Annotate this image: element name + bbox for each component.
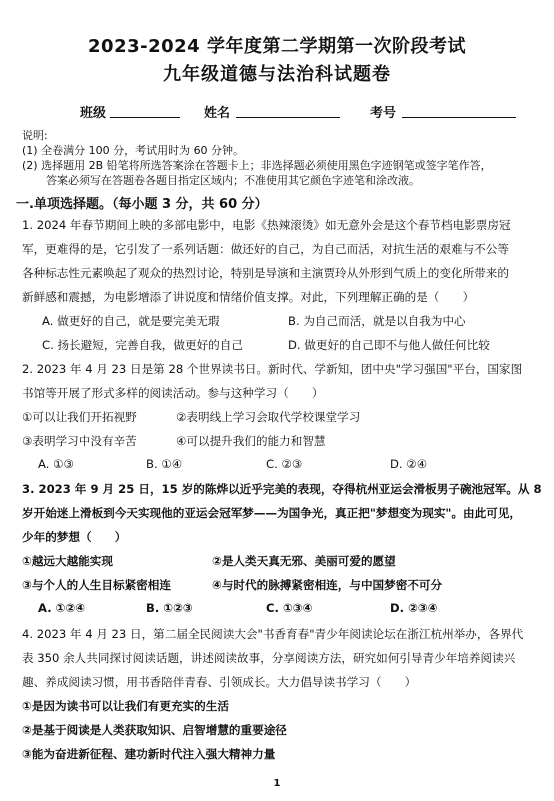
page-number: 1 <box>273 778 281 789</box>
instruction-line: (1) 全卷满分 100 分，考试用时为 60 分钟。 <box>22 144 245 157</box>
q2-option-a[interactable]: A. ①③ <box>38 457 74 471</box>
q1-option-d[interactable]: D. 做更好的自己即不与他人做任何比较 <box>288 338 490 352</box>
instruction-line: (2) 选择题用 2B 铅笔将所选答案涂在答题卡上；非选择题必须使用黑色字迹钢笔或签字笔作答， <box>22 159 492 172</box>
q3-stem-line: 3. 2023 年 9 月 25 日，15 岁的陈烨以近乎完美的表现，夺得杭州亚运会滑板男子碗池冠军。从 8 <box>22 482 542 496</box>
q3-statement-1: ①越远大越能实现 <box>22 554 113 568</box>
q2-statement-2: ②表明线上学习会取代学校课堂学习 <box>176 410 361 424</box>
q1-option-a[interactable]: A. 做更好的自己，就是要完美无瑕 <box>42 314 220 328</box>
q3-statement-3: ③与个人的人生目标紧密相连 <box>22 578 171 592</box>
class-label: 班级 <box>80 106 107 121</box>
name-label: 姓名 <box>204 106 231 121</box>
q3-statement-2: ②是人类天真无邪、美丽可爱的愿望 <box>212 554 396 568</box>
q1-stem-line: 军，更难得的是，它引发了一系列话题：做还好的自己，为自己而活，对抗生活的艰难与不公等 <box>22 242 509 256</box>
number-field[interactable] <box>402 117 516 118</box>
q3-statement-4: ④与时代的脉搏紧密相连，与中国梦密不可分 <box>212 578 443 592</box>
q2-option-d[interactable]: D. ②④ <box>390 457 428 471</box>
q3-option-d[interactable]: D. ②③④ <box>390 601 438 615</box>
q3-option-b[interactable]: B. ①②③ <box>146 601 193 615</box>
section-title: 一.单项选择题。（每小题 3 分，共 60 分） <box>16 197 268 212</box>
q2-stem-line: 书馆等开展了形式多样的阅读活动。参与这种学习（ ） <box>22 386 324 400</box>
q2-option-b[interactable]: B. ①④ <box>146 457 183 471</box>
class-field[interactable] <box>110 117 180 118</box>
q2-statement-4: ④可以提升我们的能力和智慧 <box>176 434 326 448</box>
q4-stem-line: 表 350 余人共同探讨阅读话题，讲述阅读故事，分享阅读方法，研究如何引导青少年培养阅读兴 <box>22 651 516 665</box>
q4-stem-line: 4. 2023 年 4 月 23 日，第二届全民阅读大会"书香育春"青少年阅读论坛在浙江杭州举办，各界代 <box>22 627 524 641</box>
q2-option-c[interactable]: C. ②③ <box>266 457 303 471</box>
instructions-heading: 说明: <box>22 129 48 142</box>
q3-stem-line: 少年的梦想（ ） <box>22 530 127 544</box>
q4-statement-3: ③能为奋进新征程、建功新时代注入强大精神力量 <box>22 747 276 761</box>
q4-statement-1: ①是因为读书可以让我们有更充实的生活 <box>22 699 229 713</box>
name-field[interactable] <box>236 117 340 118</box>
exam-subtitle: 九年级道德与法治科试题卷 <box>163 64 391 85</box>
q4-statement-2: ②是基于阅读是人类获取知识、启智增慧的重要途径 <box>22 723 287 737</box>
q1-stem-line: 新鲜感和震撼，为电影增添了讲说度和情绪价值支撑。对此，下列理解正确的是（ ） <box>22 290 475 304</box>
q3-option-c[interactable]: C. ①③④ <box>266 601 313 615</box>
q1-option-b[interactable]: B. 为自己而活，就是以自我为中心 <box>288 314 466 328</box>
q2-statement-1: ①可以让我们开拓视野 <box>22 410 137 424</box>
q1-option-c[interactable]: C. 扬长避短，完善自我，做更好的自己 <box>42 338 243 352</box>
q4-stem-line: 趣、养成阅读习惯，用书香陪伴青春、引领成长。大力倡导读书学习（ ） <box>22 675 417 689</box>
q3-option-a[interactable]: A. ①②④ <box>38 601 86 615</box>
exam-title: 2023-2024 学年度第二学期第一次阶段考试 <box>88 36 466 57</box>
instruction-line: 答案必须写在答题卷各题目指定区域内；不准使用其它颜色字迹笔和涂改液。 <box>46 174 420 187</box>
q1-stem-line: 各种标志性元素唤起了观众的热烈讨论，特别是导演和主演贾玲从外形到气质上的变化所带来的 <box>22 266 509 280</box>
number-label: 考号 <box>370 106 397 121</box>
q3-stem-line: 岁开始迷上滑板到今天实现他的亚运会冠军梦——为国争光，真正把"梦想变为现实"。由此可见， <box>22 506 522 520</box>
student-info-row <box>0 102 554 124</box>
q2-statement-3: ③表明学习中没有辛苦 <box>22 434 137 448</box>
q1-stem-line: 1. 2024 年春节期间上映的多部电影中，电影《热辣滚烫》如无意外会是这个春节档电影票房冠 <box>22 218 511 232</box>
instructions <box>22 128 542 188</box>
q2-stem-line: 2. 2023 年 4 月 23 日是第 28 个世界读书日。新时代、学新知，团中央"学习强国"平台，国家图 <box>22 362 523 376</box>
